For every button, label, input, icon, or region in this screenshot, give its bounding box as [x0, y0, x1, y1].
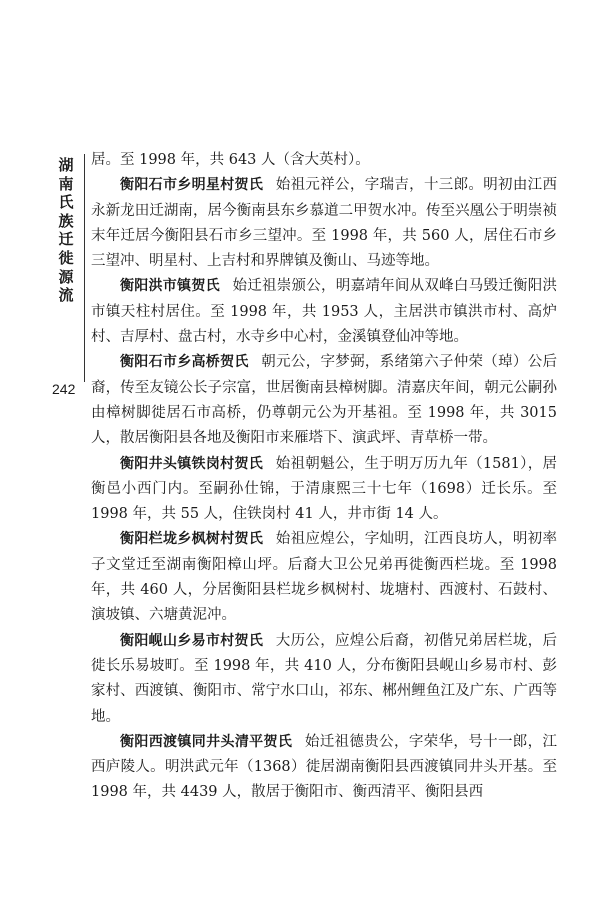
running-title: 湖南氏族迁徙源流: [58, 156, 74, 305]
entry-text: 始迁祖崇颁公，明嘉靖年间从双峰白马毁迁衡阳洪市镇天柱村居住。至 1998 年，共 1953 人，主居洪市镇洪市村、高炉村、吉厚村、盘古村，水寺乡中心村，金溪镇登仙冲等地。: [91, 278, 558, 346]
entry-text: 始祖应煌公，字灿明，江西良坊人，明初率子文堂迁至湖南衡阳樟山坪。后裔大卫公兄弟再徙衡西栏垅。至 1998 年，共 460 人，分居衡阳县栏垅乡枫树村、垅塘村、西渡村、石鼓村、演坡镇、六塘黄泥冲。: [91, 531, 558, 624]
entry-title: 衡阳栏垅乡枫树村贺氏: [120, 531, 264, 548]
entry-text: 始迁祖德贵公，字荣华，号十一郎，江西庐陵人。明洪武元年（1368）徙居湖南衡阳县西渡镇同井头开基。至 1998 年，共 4439 人，散居于衡阳市、衡西清平、衡阳县西: [91, 733, 558, 801]
margin-divider: [84, 154, 85, 382]
entry-title: 衡阳岘山乡易市村贺氏: [120, 632, 264, 649]
entry-text: 朝元公，字梦弼，系绪第六子仲荣（琸）公后裔，传至友镜公长子宗富，世居衡南县樟树脚。清嘉庆年间，朝元公嗣孙由樟树脚徙居石市高桥，仍尊朝元公为开基祖。至 1998 年，共 3015 人，散居衡阳县各地及衡阳市来雁塔下、演武坪、青草桥一带。: [91, 354, 557, 447]
entry-title: 衡阳石市乡高桥贺氏: [120, 354, 249, 371]
entry-text: 始祖元祥公，字瑞吉，十三郎。明初由江西永新龙田迁湖南，居今衡南县东乡慕道二甲贺水冲。传至兴凰公于明崇祯末年迁居今衡阳县石市乡三望冲。至 1998 年，共 560 人，居住石市乡三望冲、明星村、上吉村和界牌镇及衡山、马迹等地。: [91, 177, 558, 270]
entry-title: 衡阳井头镇铁岗村贺氏: [120, 455, 264, 472]
entry-paragraph: [91, 452, 557, 528]
entry-paragraph: [91, 730, 557, 806]
entry-paragraph: [91, 274, 557, 350]
entry-paragraph: [91, 173, 557, 274]
entry-title: 衡阳石市乡明星村贺氏: [120, 177, 264, 194]
opening-paragraph: 居。至 1998 年，共 643 人（含大英村）。: [91, 152, 370, 168]
entry-paragraph: [91, 527, 557, 628]
entry-paragraph: [91, 350, 557, 451]
entry-paragraph: [91, 629, 557, 730]
entry-title: 衡阳洪市镇贺氏: [120, 278, 220, 295]
entry-text: 始祖朝魁公，生于明万历九年（1581），居衡邑小西门内。至嗣孙仕锦，于清康熙三十七年（1698）迁长乐。至 1998 年，共 55 人，住铁岗村 41 人，井市街 14 人。: [91, 455, 558, 523]
page-number: 242: [52, 381, 76, 397]
entry-text: 大历公，应煌公后裔，初偕兄弟居栏垅，后徙长乐易坡町。至 1998 年，共 410 人，分布衡阳县岘山乡易市村、彭家村、西渡镇、衡阳市、常宁水口山，祁东、郴州鲤鱼江及广东、广西等地。: [91, 632, 558, 725]
entry-title: 衡阳西渡镇同井头清平贺氏: [120, 733, 293, 750]
body-text: [91, 148, 557, 806]
